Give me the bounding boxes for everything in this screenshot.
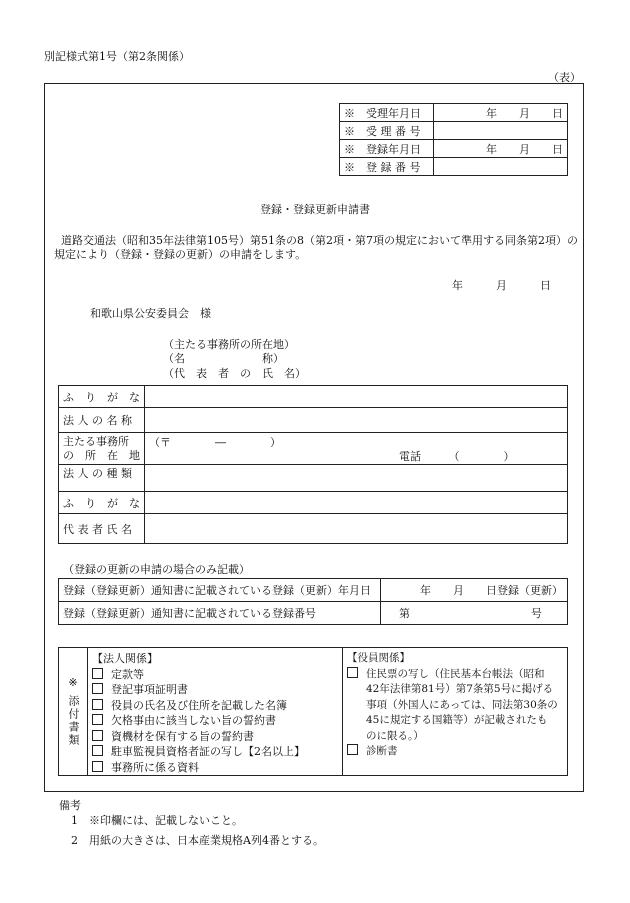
checkbox[interactable] — [92, 730, 103, 741]
receipt-table — [339, 103, 568, 176]
receipt-row — [340, 122, 568, 140]
receipt-row — [340, 140, 568, 158]
table-row — [59, 465, 568, 492]
item-label: 欠格事由に該当しない旨の誓約書 — [111, 714, 276, 727]
receipt-value — [434, 122, 568, 140]
table-row — [59, 492, 568, 514]
date-line: 年 月 日 — [452, 279, 551, 292]
receipt-row — [340, 158, 568, 176]
renewal-table — [58, 578, 568, 625]
row-label: 法 人 の 種 類 — [59, 465, 145, 492]
item-continuation: のに限る。） — [366, 729, 424, 742]
item-label: 登記事項証明書 — [111, 683, 188, 696]
checkbox[interactable] — [347, 744, 358, 755]
item-label: 事務所に係る資料 — [111, 760, 199, 774]
list-item — [347, 744, 563, 760]
row-value — [145, 465, 568, 492]
form-id: 別記様式第1号（第2条関係） — [44, 50, 190, 63]
row-label: ふ り が な — [59, 492, 145, 514]
checkbox[interactable] — [92, 683, 103, 694]
list-item — [92, 713, 338, 729]
officer-docs-cell — [343, 648, 568, 776]
renewal-label: 登録（登録更新）通知書に記載されている登録番号 — [59, 602, 381, 625]
list-item — [92, 667, 338, 683]
receipt-label: ※ 登録年月日 — [340, 140, 434, 158]
table-row — [59, 514, 568, 544]
attachments-mark: ※ — [68, 676, 78, 689]
row-label: 主たる事務所 の 所 在 地 — [59, 433, 145, 465]
checkbox[interactable] — [92, 714, 103, 725]
side-mark: （表） — [548, 71, 581, 84]
addressee: 和歌山県公安委員会 様 — [90, 307, 211, 320]
receipt-value: 年 月 日 — [434, 140, 568, 158]
receipt-label: ※ 受理年月日 — [340, 104, 434, 122]
list-item — [92, 682, 338, 698]
row-label: 法 人 の 名 称 — [59, 408, 145, 433]
row-value — [145, 514, 568, 544]
attachments-label: 添付書類 — [67, 695, 80, 747]
address-cell — [145, 433, 568, 465]
notes-title: 備考 — [59, 799, 81, 812]
table-row — [59, 602, 568, 625]
renewal-label: 登録（登録更新）通知書に記載されている登録（更新）年月日 — [59, 579, 381, 602]
table-row — [59, 579, 568, 602]
item-continuation: 45に規定する国籍等）が記載されたも — [366, 714, 548, 726]
renewal-note: （登録の更新の申請の場合のみ記載） — [63, 563, 250, 576]
table-row — [59, 648, 568, 776]
renewal-value: 年 月 日登録（更新） — [381, 579, 568, 602]
receipt-label: ※ 登 録 番 号 — [340, 158, 434, 176]
corp-heading: 【法人関係】 — [92, 652, 158, 665]
row-value — [145, 386, 568, 408]
list-item — [92, 760, 338, 776]
applicant-representative: （代 表 者 の 氏 名） — [163, 367, 306, 380]
form-title: 登録・登録更新申請書 — [260, 203, 370, 216]
note-1: 1 ※印欄には、記載しないこと。 — [71, 814, 243, 827]
applicant-info-table — [58, 385, 568, 544]
row-label: ふ り が な — [59, 386, 145, 408]
receipt-value: 年 月 日 — [434, 104, 568, 122]
phone-label: 電話 （ ） — [399, 450, 515, 463]
postal-code: （〒 ― ） — [149, 436, 281, 449]
item-label: 資機材を保有する旨の誓約書 — [111, 729, 254, 743]
body-line-1: 道路交通法（昭和35年法律第105号）第51条の8（第2項・第7項の規定において準用する同条第2項）の — [61, 234, 578, 247]
item-continuation: 事項（外国人にあっては、同法第30条の — [366, 698, 558, 711]
item-label: 定款等 — [111, 667, 144, 681]
applicant-address: （主たる事務所の所在地） — [163, 338, 295, 351]
note-2: 2 用紙の大きさは、日本産業規格A列4番とする。 — [71, 834, 324, 847]
applicant-name: （名 称） — [163, 352, 284, 365]
item-label: 役員の氏名及び住所を記載した名簿 — [111, 698, 287, 712]
item-label: 住民票の写し（住民基本台帳法（昭和 — [366, 667, 545, 680]
receipt-label: ※ 受 理 番 号 — [340, 122, 434, 140]
table-row — [59, 433, 568, 465]
item-label: 駐車監視員資格者証の写し【2名以上】 — [111, 745, 305, 758]
renewal-value: 第 号 — [381, 602, 568, 625]
list-item — [92, 744, 338, 760]
corp-docs-cell — [88, 648, 343, 776]
table-row — [59, 386, 568, 408]
receipt-value — [434, 158, 568, 176]
list-item — [347, 667, 563, 683]
list-item — [92, 729, 338, 745]
body-line-2: 規定により（登録・登録の更新）の申請をします。 — [54, 248, 307, 261]
row-value — [145, 408, 568, 433]
checkbox[interactable] — [347, 667, 358, 678]
checkbox[interactable] — [92, 699, 103, 710]
checkbox[interactable] — [92, 761, 103, 772]
row-value — [145, 492, 568, 514]
table-row — [59, 408, 568, 433]
checkbox[interactable] — [92, 668, 103, 679]
attachments-label-cell — [59, 648, 88, 776]
checkbox[interactable] — [92, 745, 103, 756]
officer-heading: 【役員関係】 — [347, 652, 410, 664]
list-item — [92, 698, 338, 714]
item-label: 診断書 — [366, 745, 398, 757]
row-label: 代 表 者 氏 名 — [59, 514, 145, 544]
receipt-row — [340, 104, 568, 122]
item-continuation: 42年法律第81号）第7条第5号に掲げる — [366, 683, 554, 695]
attachments-table — [58, 647, 568, 776]
